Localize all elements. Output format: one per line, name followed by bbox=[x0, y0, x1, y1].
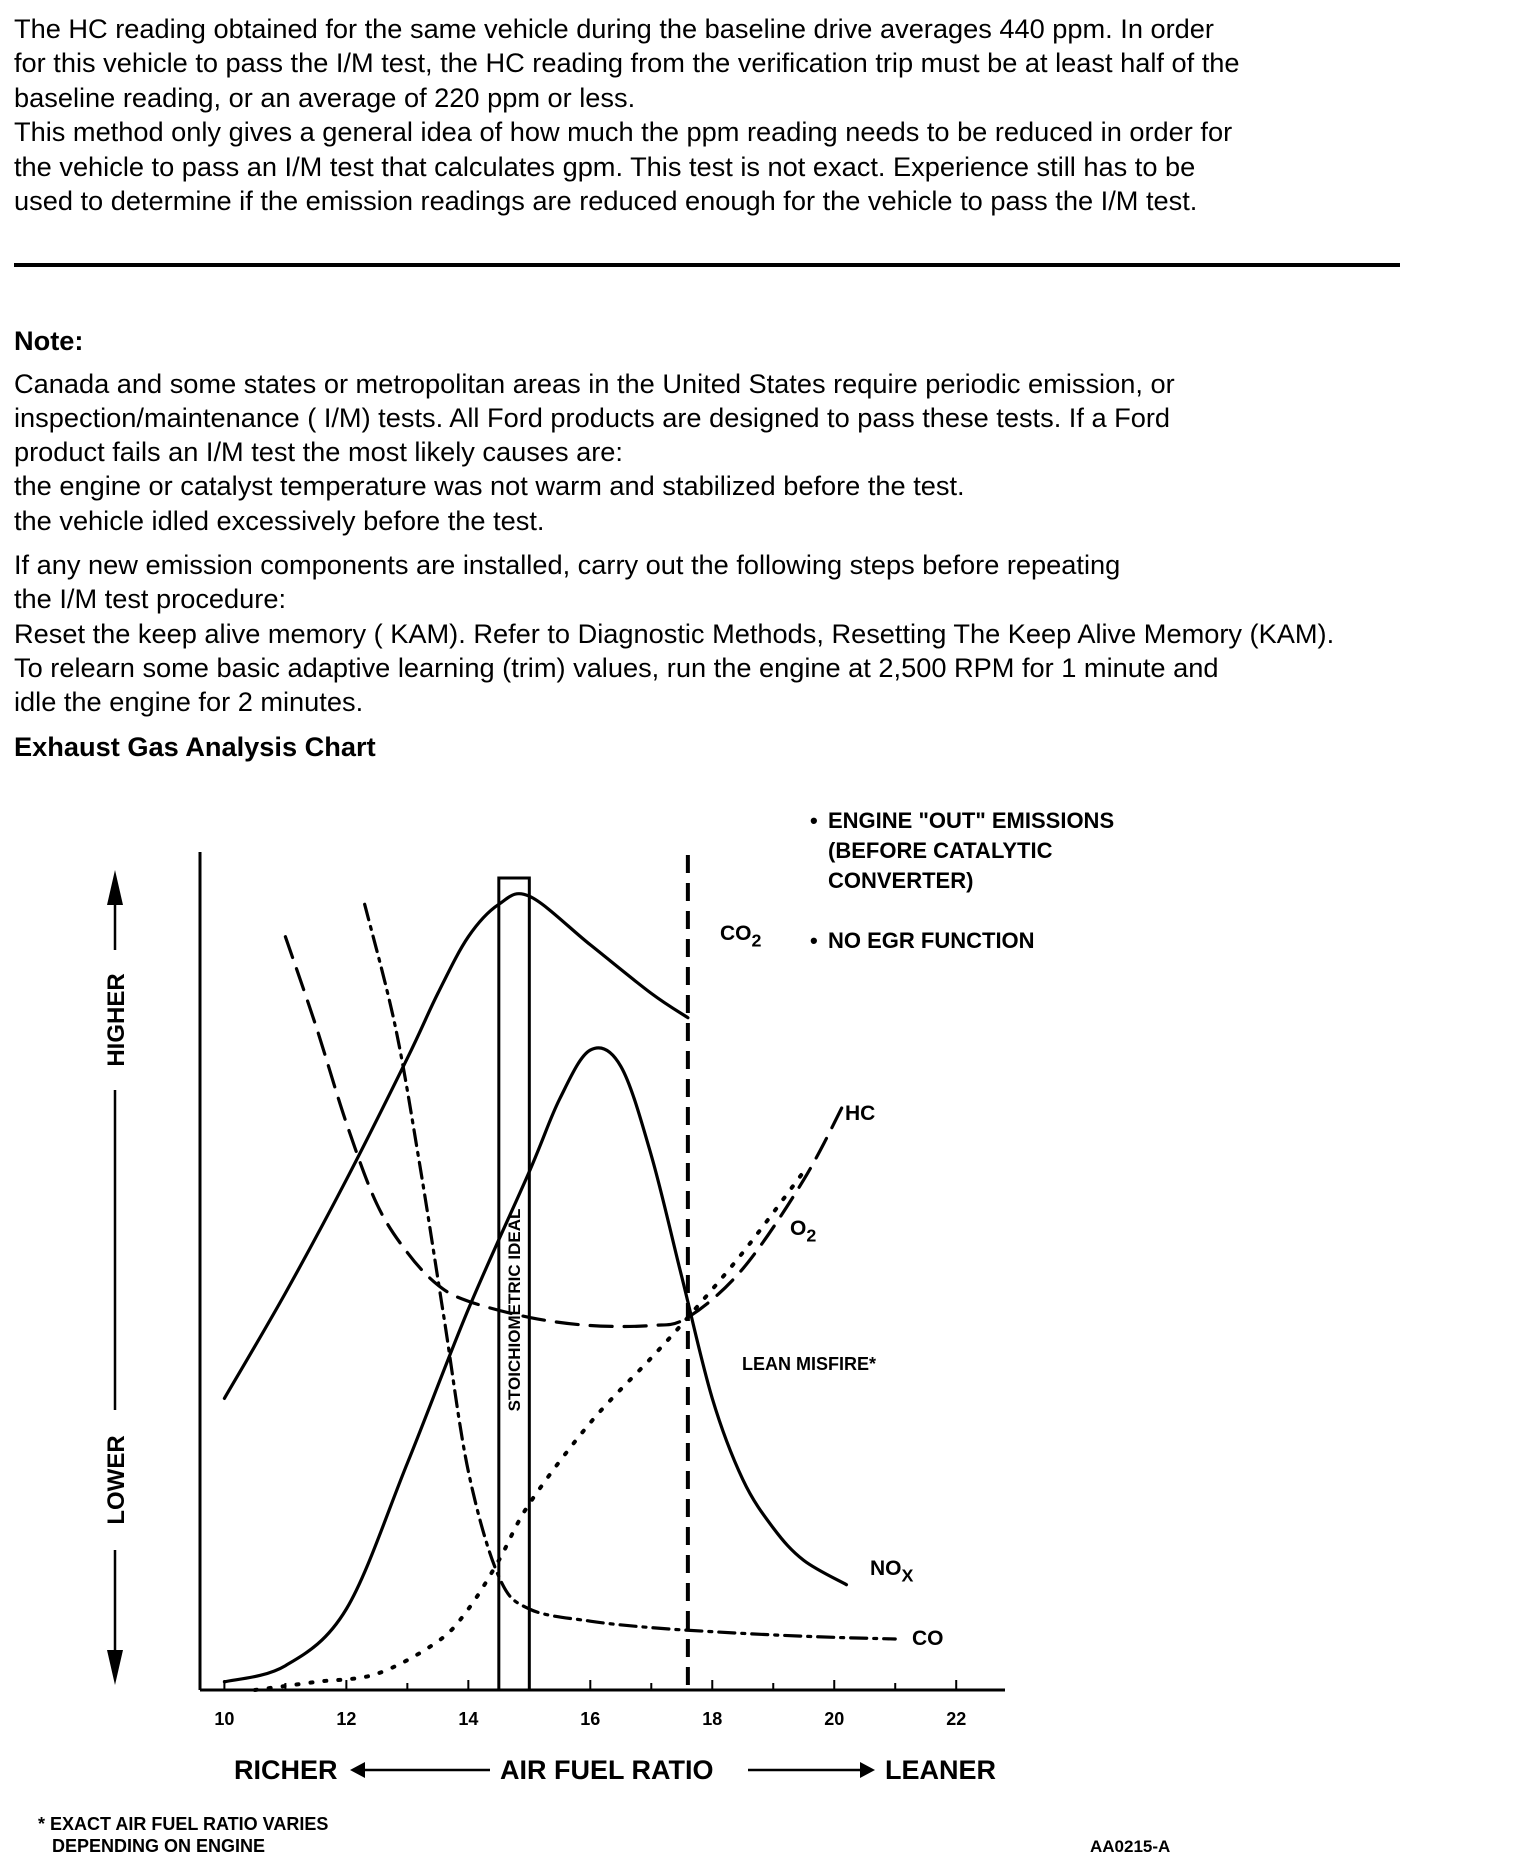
intro-line-1: The HC reading obtained for the same vehicle during the baseline drive averages 440 ppm. In order bbox=[14, 13, 1214, 44]
intro-line-6: used to determine if the emission readings are reduced enough for the vehicle to pass the I/M test. bbox=[14, 185, 1198, 216]
steps-line-4: To relearn some basic adaptive learning (trim) values, run the engine at 2,500 RPM for 1 minute and bbox=[14, 652, 1219, 683]
x-axis-label: AIR FUEL RATIO bbox=[500, 1755, 714, 1785]
x-tick-label-12: 12 bbox=[336, 1709, 357, 1729]
x-tick-label-22: 22 bbox=[946, 1709, 967, 1729]
figure-id: AA0215-A bbox=[1090, 1837, 1171, 1856]
stoichiometric-label: STOICHIOMETRIC IDEAL bbox=[505, 1208, 525, 1412]
steps-line-1: If any new emission components are installed, carry out the following steps before repeating bbox=[14, 549, 1121, 580]
y-arrow-down-icon bbox=[107, 1650, 123, 1685]
series-nox-label: NOX bbox=[870, 1557, 914, 1586]
lean-misfire-label: LEAN MISFIRE* bbox=[742, 1354, 877, 1374]
note-line-4: the engine or catalyst temperature was not warm and stabilized before the test. bbox=[14, 470, 965, 501]
x-tick-label-20: 20 bbox=[824, 1709, 845, 1729]
series-o2-label: O2 bbox=[790, 1217, 817, 1246]
note-bullet-2: • bbox=[810, 928, 818, 953]
intro-line-3: baseline reading, or an average of 220 ppm or less. bbox=[14, 82, 636, 113]
note-line-2: inspection/maintenance ( I/M) tests. All Ford products are designed to pass these tests. If a Ford bbox=[14, 402, 1171, 433]
y-label-higher: HIGHER bbox=[103, 973, 130, 1067]
section-divider bbox=[14, 263, 1400, 267]
intro-line-5: the vehicle to pass an I/M test that calculates gpm. This test is not exact. Experience still has to be bbox=[14, 151, 1196, 182]
x-tick-label-18: 18 bbox=[702, 1709, 723, 1729]
series-co2-label: CO2 bbox=[720, 922, 762, 951]
x-label-leaner: LEANER bbox=[885, 1755, 997, 1785]
y-label-lower: LOWER bbox=[103, 1435, 130, 1525]
intro-line-4: This method only gives a general idea of how much the ppm reading needs to be reduced in order for bbox=[14, 116, 1233, 147]
note-heading: Note: bbox=[14, 325, 84, 356]
steps-line-2: the I/M test procedure: bbox=[14, 583, 287, 614]
series-co2-line bbox=[224, 894, 687, 1399]
exhaust-gas-chart bbox=[0, 790, 1520, 1876]
chart-title: Exhaust Gas Analysis Chart bbox=[14, 731, 376, 762]
x-arrow-left-icon bbox=[350, 1762, 365, 1778]
note-engine-out: ENGINE "OUT" EMISSIONS bbox=[828, 808, 1115, 833]
note-before-catalytic: (BEFORE CATALYTIC bbox=[828, 838, 1053, 863]
note-converter: CONVERTER) bbox=[828, 868, 974, 893]
note-line-3: product fails an I/M test the most likely causes are: bbox=[14, 436, 623, 467]
x-tick-label-10: 10 bbox=[214, 1709, 235, 1729]
x-tick-label-14: 14 bbox=[458, 1709, 479, 1729]
intro-line-2: for this vehicle to pass the I/M test, the HC reading from the verification trip must be at least half of the bbox=[14, 47, 1240, 78]
footnote-line-2: DEPENDING ON ENGINE bbox=[52, 1836, 266, 1856]
x-tick-label-16: 16 bbox=[580, 1709, 601, 1729]
series-co-label: CO bbox=[912, 1627, 944, 1650]
steps-line-5: idle the engine for 2 minutes. bbox=[14, 686, 364, 717]
x-arrow-right-icon bbox=[860, 1762, 875, 1778]
x-label-richer: RICHER bbox=[234, 1755, 338, 1785]
note-line-5: the vehicle idled excessively before the test. bbox=[14, 505, 545, 536]
footnote-line-1: * EXACT AIR FUEL RATIO VARIES bbox=[38, 1814, 329, 1834]
note-line-1: Canada and some states or metropolitan areas in the United States require periodic emission, or bbox=[14, 368, 1175, 399]
y-arrow-up-icon bbox=[107, 870, 123, 905]
note-bullet-1: • bbox=[810, 808, 818, 833]
series-co-line bbox=[365, 904, 896, 1639]
steps-line-3: Reset the keep alive memory ( KAM). Refer to Diagnostic Methods, Resetting The Keep Alive Memory (KAM). bbox=[14, 618, 1335, 649]
series-hc-label: HC bbox=[845, 1102, 876, 1125]
note-no-egr: NO EGR FUNCTION bbox=[828, 928, 1035, 953]
